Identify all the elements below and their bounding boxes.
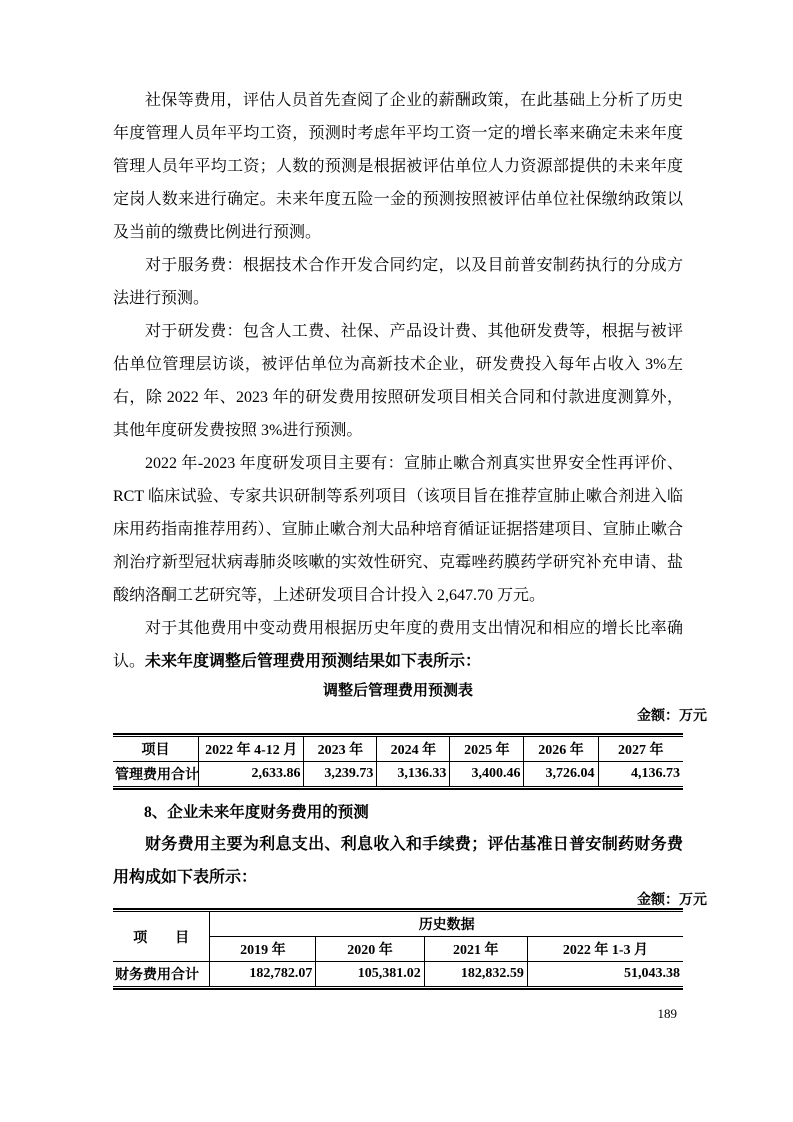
finance-col-header-2022q1: 2022 年 1-3 月 — [527, 937, 683, 962]
finance-value-2020: 105,381.02 — [316, 962, 424, 987]
mgmt-col-header-2026: 2026 年 — [524, 737, 598, 762]
paragraph-rd-projects: 2022 年-2023 年度研发项目主要有：宣肺止嗽合剂真实世界安全性再评价、RCT 临床试验、专家共识研制等系列项目（该项目旨在推荐宣肺止嗽合剂进入临床用药指南推荐用药）、宣肺止嗽合剂大品种培育循证证据搭建项目、宣肺止嗽合剂治疗新型冠状病毒肺炎咳嗽的实效性研究、克霉唑药膜药学研究补充申请、盐酸纳洛酮工艺研究等，上述研发项目合计投入 2,647.70 万元。 — [113, 455, 683, 604]
mgmt-col-header-2027: 2027 年 — [598, 737, 683, 762]
section-8-heading: 8、企业未来年度财务费用的预测 — [144, 804, 369, 821]
finance-table-border — [113, 908, 683, 990]
finance-col-header-item: 项 目 — [113, 912, 210, 962]
mgmt-col-header-2023: 2023 年 — [304, 737, 377, 762]
finance-value-2021: 182,832.59 — [424, 962, 527, 987]
paragraph-service-fee: 对于服务费：根据技术合作开发合同约定，以及目前普安制药执行的分成方法进行预测。 — [113, 257, 683, 307]
mgmt-value-2022: 2,633.86 — [199, 762, 304, 787]
mgmt-value-2024: 3,136.33 — [377, 762, 450, 787]
mgmt-value-2026: 3,726.04 — [524, 762, 598, 787]
finance-table-unit-label: 金额：万元 — [637, 893, 707, 908]
mgmt-table-title: 调整后管理费用预测表 — [322, 683, 473, 699]
paragraph-social-insurance: 社保等费用，评估人员首先查阅了企业的薪酬政策，在此基础上分析了历史年度管理人员年平均工资，预测时考虑年平均工资一定的增长率来确定未来年度管理人员年平均工资；人数的预测是根据被评估单位人力资源部提供的未来年度定岗人数来进行确定。未来年度五险一金的预测按照被评估单位社保缴纳政策以及当前的缴费比例进行预测。 — [113, 92, 683, 241]
finance-col-header-2021: 2021 年 — [424, 937, 527, 962]
finance-col-header-2020: 2020 年 — [316, 937, 424, 962]
management-expense-forecast-table — [113, 736, 683, 787]
mgmt-value-2027: 4,136.73 — [598, 762, 683, 787]
finance-value-2019: 182,782.07 — [210, 962, 316, 987]
paragraph-other-fee-bold-text: 未来年度调整后管理费用预测结果如下表所示： — [145, 653, 482, 670]
finance-group-header-history: 历史数据 — [210, 912, 683, 937]
mgmt-table-data-row — [113, 762, 683, 787]
paragraph-other-fee — [113, 612, 683, 678]
paragraph-other-fee-text: 对于其他费用中变动费用根据历史年度的费用支出情况和相应的增长比率确认。 — [113, 620, 683, 670]
mgmt-col-header-2025: 2025 年 — [450, 737, 524, 762]
mgmt-table-unit-label: 金额：万元 — [637, 709, 707, 724]
mgmt-row-label: 管理费用合计 — [115, 768, 199, 783]
mgmt-col-header-item: 项目 — [113, 737, 199, 762]
paragraph-finance-fee: 财务费用主要为利息支出、利息收入和手续费；评估基准日普安制药财务费用构成如下表所示： — [113, 836, 683, 886]
page-number: 189 — [657, 1006, 677, 1021]
finance-table-data-row — [113, 962, 683, 987]
paragraph-rd-fee: 对于研发费：包含人工费、社保、产品设计费、其他研发费等，根据与被评估单位管理层访谈，被评估单位为高新技术企业，研发费投入每年占收入 3%左右，除 2022 年、2023 年的研发费用按照研发项目相关合同和付款进度测算外，其他年度研发费按照 3%进行预测。 — [113, 323, 683, 439]
mgmt-table-header-row — [113, 737, 683, 762]
finance-col-header-2019: 2019 年 — [210, 937, 316, 962]
finance-table-group-header-row — [113, 912, 683, 937]
mgmt-col-header-2022: 2022 年 4-12 月 — [199, 737, 304, 762]
mgmt-table-border — [113, 733, 683, 790]
finance-expense-history-table — [113, 911, 683, 987]
finance-row-label: 财务费用合计 — [115, 968, 199, 983]
finance-value-2022q1: 51,043.38 — [527, 962, 683, 987]
mgmt-col-header-2024: 2024 年 — [377, 737, 450, 762]
mgmt-value-2023: 3,239.73 — [304, 762, 377, 787]
mgmt-value-2025: 3,400.46 — [450, 762, 524, 787]
